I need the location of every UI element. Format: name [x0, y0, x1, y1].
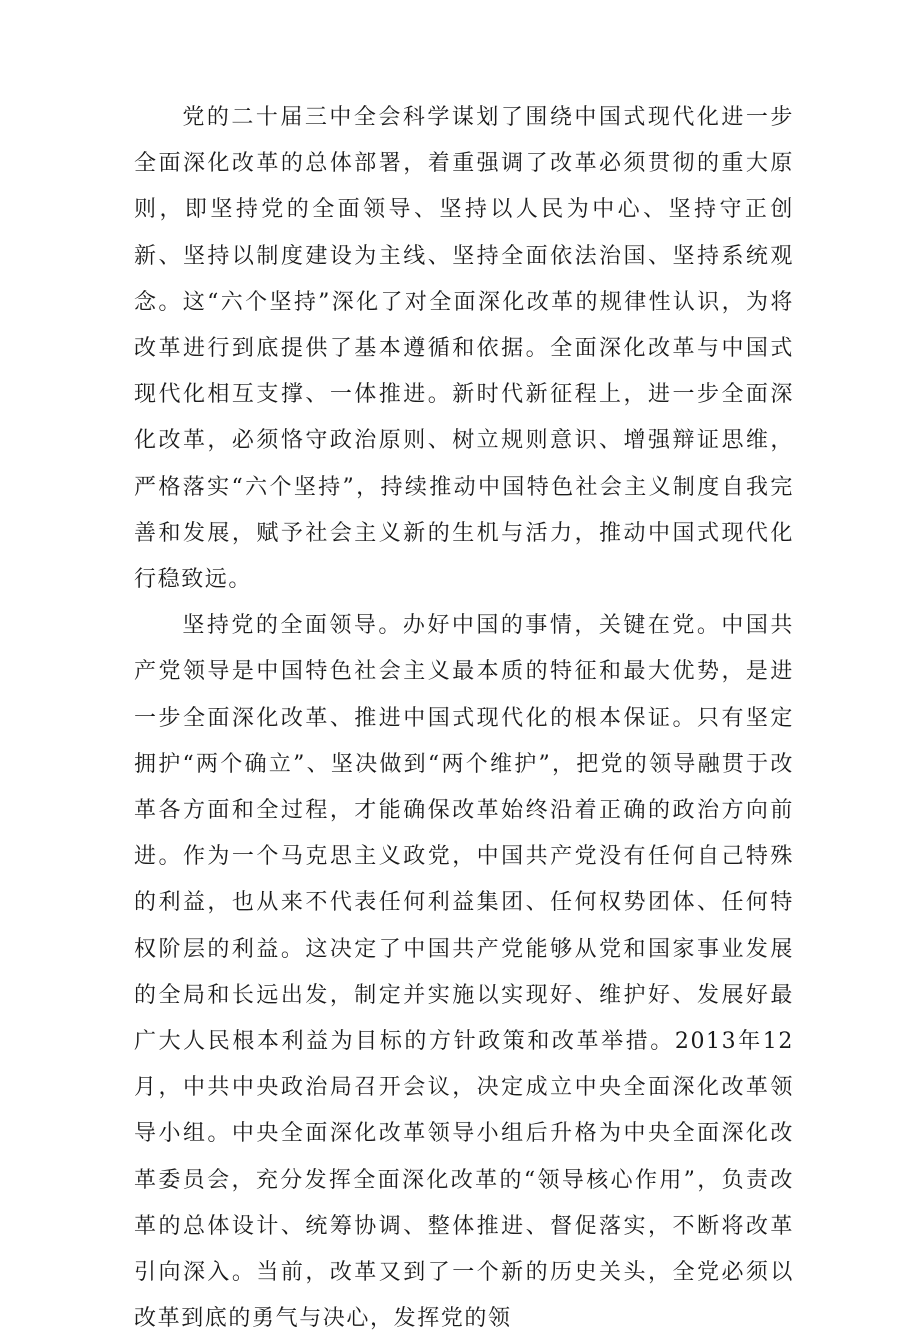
paragraph-party-leadership: 坚持党的全面领导。办好中国的事情，关键在党。中国共产党领导是中国特色社会主义最本质的特征和最大优势，是进一步全面深化改革、推进中国式现代化的根本保证。只有坚定拥护“两个确立”、坚决做到“两个维护”，把党的领导融贯于改革各方面和全过程，才能确保改革始终沿着正确的政治方向前进。作为一个马克思主义政党，中国共产党没有任何自己特殊的利益，也从来不代表任何利益集团、任何权势团体、任何特权阶层的利益。这决定了中国共产党能够从党和国家事业发展的全局和长远出发，制定并实施以实现好、维护好、发展好最广大人民根本利益为目标的方针政策和改革举措。2013年12月，中共中央政治局召开会议，决定成立中央全面深化改革领导小组。中央全面深化改革领导小组后升格为中央全面深化改革委员会，充分发挥全面深化改革的“领导核心作用”，负责改革的总体设计、统筹协调、整体推进、督促落实，不断将改革引向深入。当前，改革又到了一个新的历史关头，全党必须以改革到底的勇气与决心，发挥党的领 [134, 613, 794, 1332]
document-body [134, 95, 794, 1342]
paragraph-intro: 党的二十届三中全会科学谋划了围绕中国式现代化进一步全面深化改革的总体部署，着重强调了改革必须贯彻的重大原则，即坚持党的全面领导、坚持以人民为中心、坚持守正创新、坚持以制度建设为主线、坚持全面依法治国、坚持系统观念。这“六个坚持”深化了对全面深化改革的规律性认识，为将改革进行到底提供了基本遵循和依据。全面深化改革与中国式现代化相互支撑、一体推进。新时代新征程上，进一步全面深化改革，必须恪守政治原则、树立规则意识、增强辩证思维，严格落实“六个坚持”，持续推动中国特色社会主义制度自我完善和发展，赋予社会主义新的生机与活力，推动中国式现代化行稳致远。 [134, 105, 794, 593]
